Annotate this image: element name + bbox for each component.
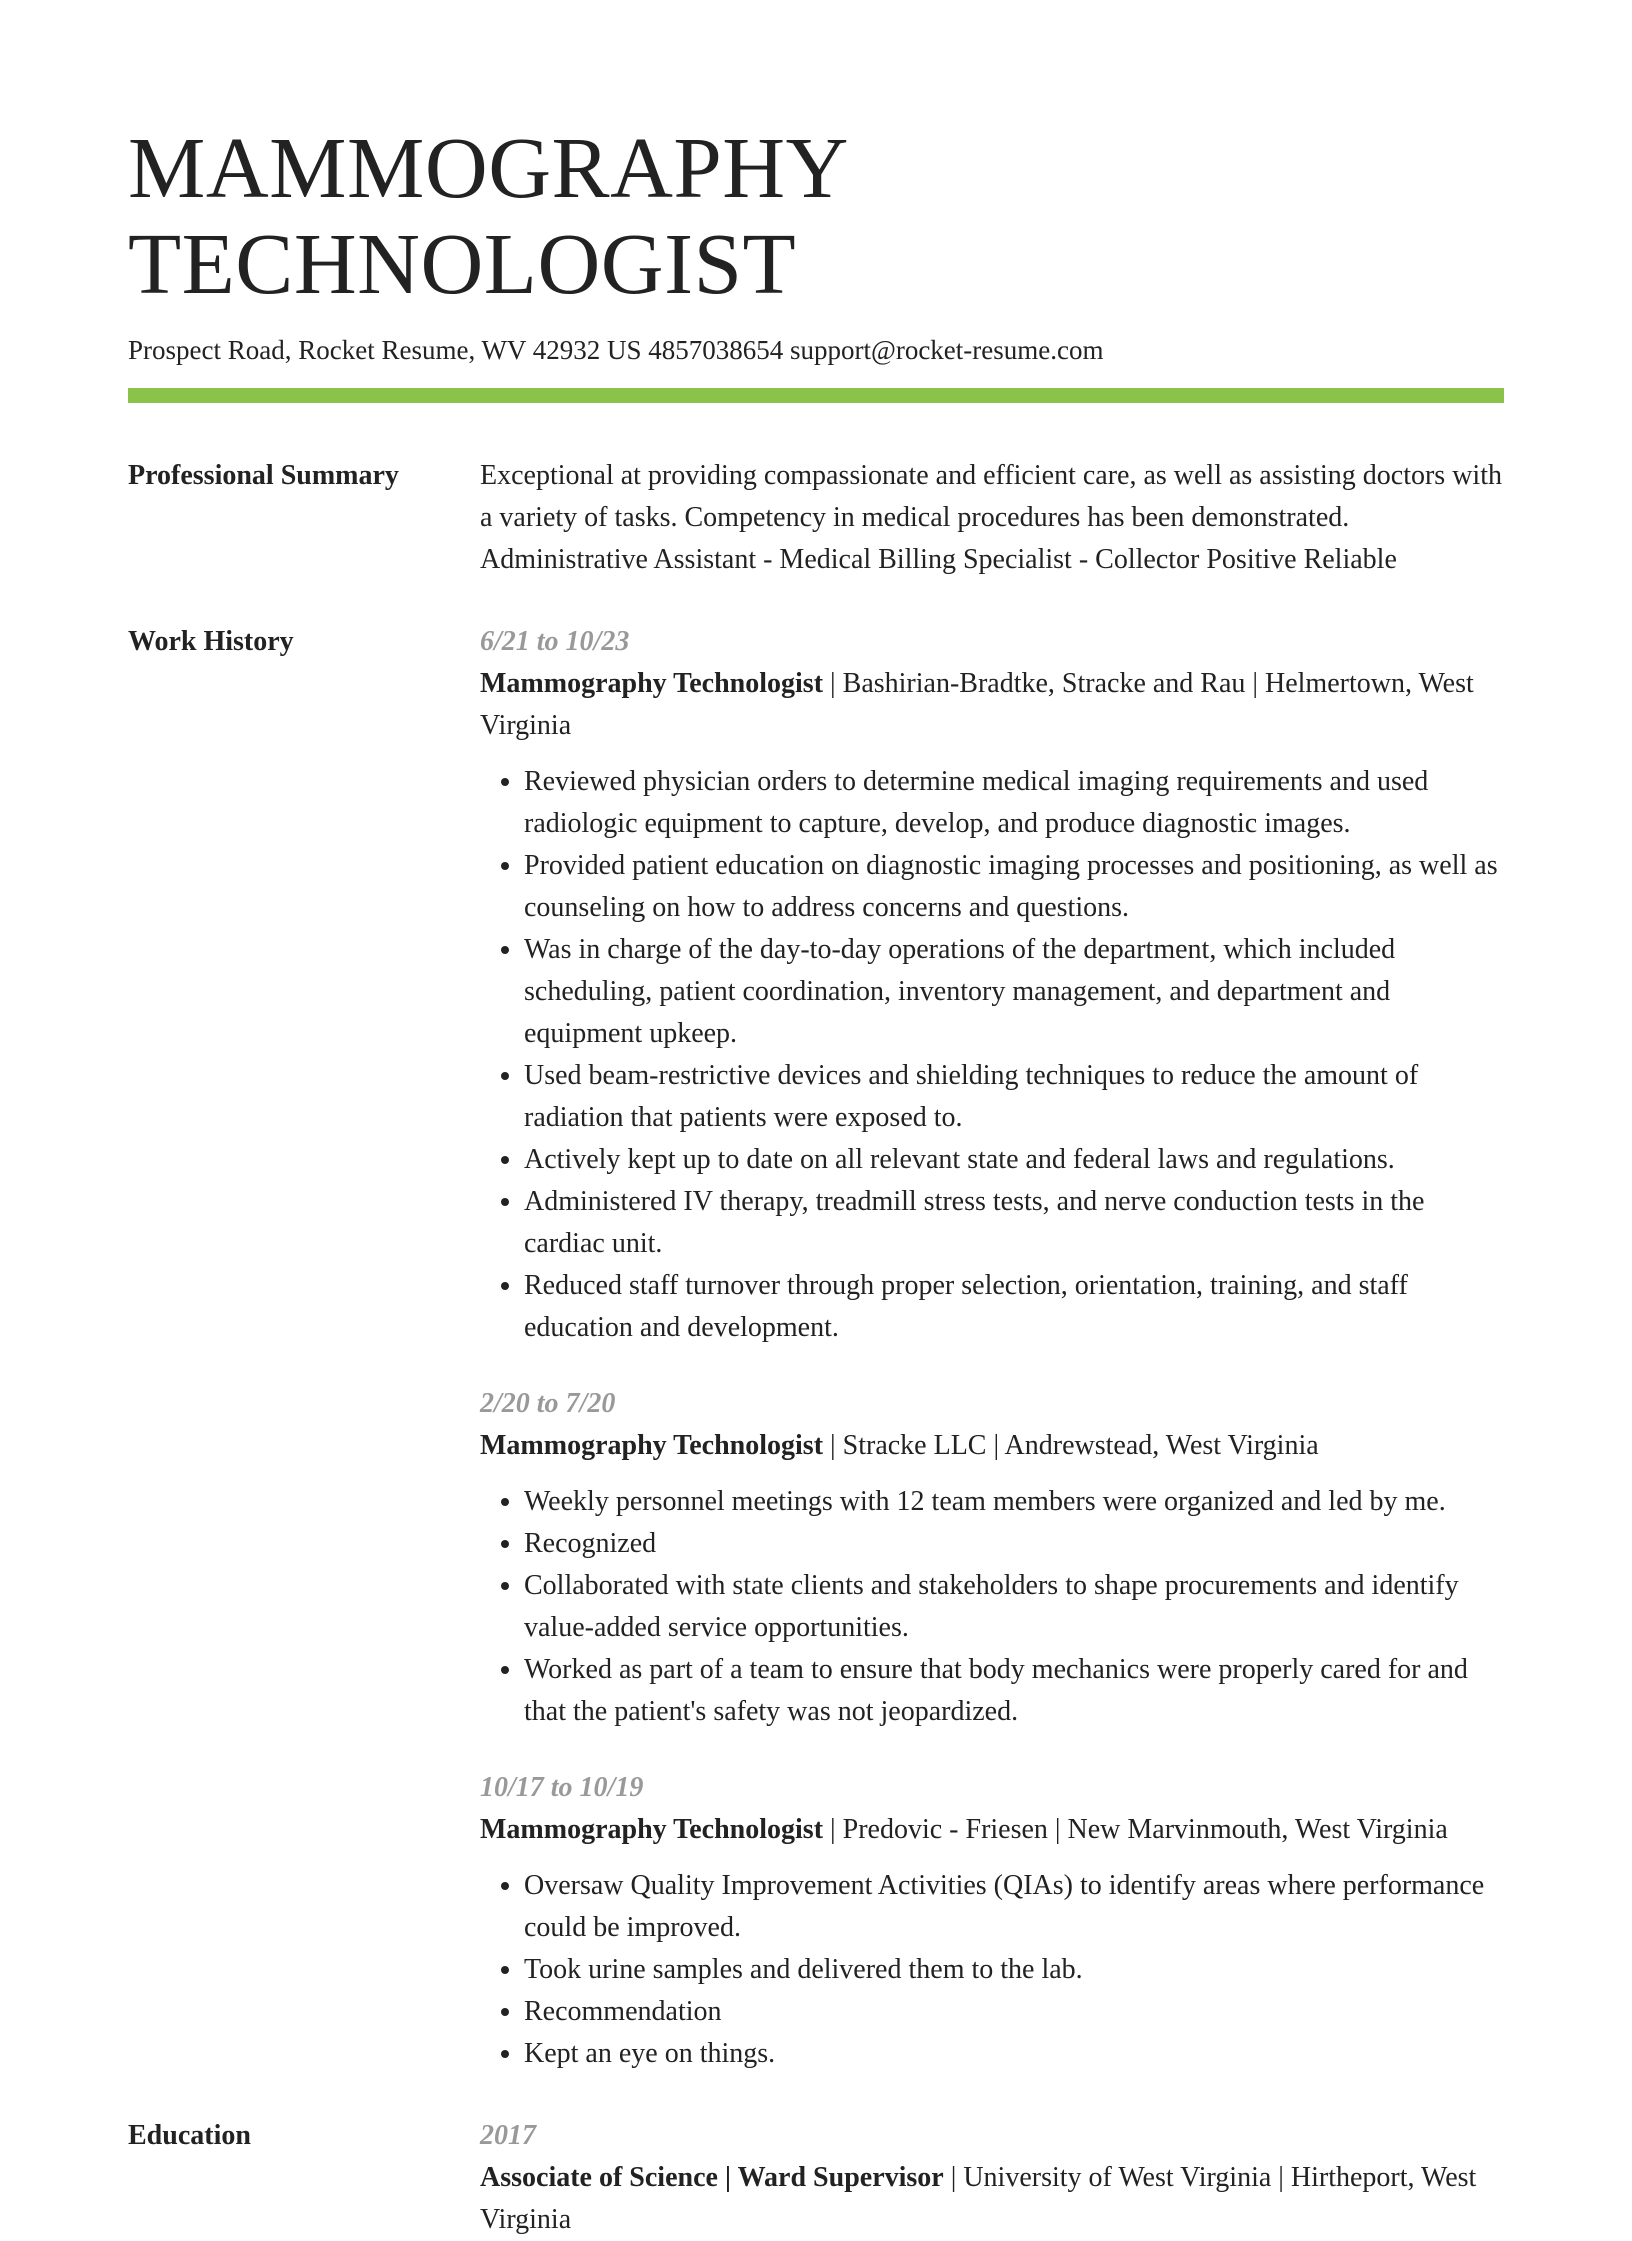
entry-bullets: [480, 1481, 1504, 1733]
accent-divider: [128, 388, 1504, 403]
work-entry: [480, 621, 1504, 1349]
entry-date: 10/17 to 10/19: [480, 1772, 644, 1804]
summary-text: Exceptional at providing compassionate and efficient care, as well as assisting doctors with a variety of tasks. Competency in medical procedures has been demonstrated. Administrative Assistant - Medical Billing Specialist - Collector Positive Reliable: [480, 460, 1502, 576]
entry-title: [480, 2157, 1504, 2241]
bullet-item: • Used beam-restrictive devices and shielding techniques to reduce the amount of radiation that patients were exposed to.: [524, 1055, 1504, 1139]
bullet-item: • Kept an eye on things.: [524, 2033, 1504, 2075]
bullet-item: • Administered IV therapy, treadmill stress tests, and nerve conduction tests in the cardiac unit.: [524, 1181, 1504, 1265]
summary-section: [128, 455, 1504, 581]
section-title-summary: Professional Summary: [128, 460, 399, 492]
bullet-item: • Recommendation: [524, 1991, 1504, 2033]
entry-details: | Predovic - Friesen | New Marvinmouth, West Virginia: [823, 1814, 1448, 1846]
bullet-item: • Oversaw Quality Improvement Activities (QIAs) to identify areas where performance could be improved.: [524, 1865, 1504, 1949]
entry-title: [480, 663, 1504, 747]
bullet-item: • Took urine samples and delivered them to the lab.: [524, 1949, 1504, 1991]
bullet-item: • Was in charge of the day-to-day operations of the department, which included scheduling, patient coordination, inventory management, and department and equipment upkeep.: [524, 929, 1504, 1055]
resume-name: MAMMOGRAPHY TECHNOLOGIST: [128, 119, 846, 312]
entry-bullets: [480, 1865, 1504, 2075]
section-title-education: Education: [128, 2120, 251, 2152]
entry-date: 2/20 to 7/20: [480, 1388, 616, 1420]
bullet-item: • Reduced staff turnover through proper selection, orientation, training, and staff education and development.: [524, 1265, 1504, 1349]
entry-bullets: [480, 761, 1504, 1349]
education-entry: [480, 2115, 1504, 2241]
work-history-section: [128, 621, 1504, 2075]
entry-role: Mammography Technologist: [480, 1814, 824, 1846]
entry-title: [480, 1425, 1504, 1467]
bullet-item: • Weekly personnel meetings with 12 team members were organized and led by me.: [524, 1481, 1504, 1523]
work-entry: [480, 1767, 1504, 2075]
education-section: [128, 2115, 1504, 2241]
section-title-work-history: Work History: [128, 626, 294, 658]
entry-title: [480, 1809, 1504, 1851]
bullet-item: • Reviewed physician orders to determine medical imaging requirements and used radiologic equipment to capture, develop, and produce diagnostic images.: [524, 761, 1504, 845]
education-entries: [480, 2115, 1504, 2241]
work-entry: [480, 1383, 1504, 1733]
bullet-item: • Collaborated with state clients and stakeholders to shape procurements and identify value-added service opportunities.: [524, 1565, 1504, 1649]
bullet-item: • Recognized: [524, 1523, 1504, 1565]
entry-details: | Stracke LLC | Andrewstead, West Virginia: [823, 1430, 1319, 1462]
entry-details: | Bashirian-Bradtke, Stracke and Rau | Helmertown, West Virginia: [480, 668, 1474, 742]
entry-date: 6/21 to 10/23: [480, 626, 630, 658]
work-history-entries: [480, 621, 1504, 2075]
entry-degree: Associate of Science | Ward Supervisor: [480, 2162, 944, 2194]
entry-date: 2017: [480, 2120, 536, 2152]
entry-role: Mammography Technologist: [480, 668, 824, 700]
bullet-item: • Provided patient education on diagnostic imaging processes and positioning, as well as counseling on how to address concerns and questions.: [524, 845, 1504, 929]
entry-details: | University of West Virginia | Hirtheport, West Virginia: [480, 2162, 1477, 2236]
bullet-item: • Actively kept up to date on all relevant state and federal laws and regulations.: [524, 1139, 1504, 1181]
entry-role: Mammography Technologist: [480, 1430, 824, 1462]
bullet-item: • Worked as part of a team to ensure that body mechanics were properly cared for and that the patient's safety was not jeopardized.: [524, 1649, 1504, 1733]
contact-line: Prospect Road, Rocket Resume, WV 42932 US 4857038654 support@rocket-resume.com: [128, 335, 1104, 366]
